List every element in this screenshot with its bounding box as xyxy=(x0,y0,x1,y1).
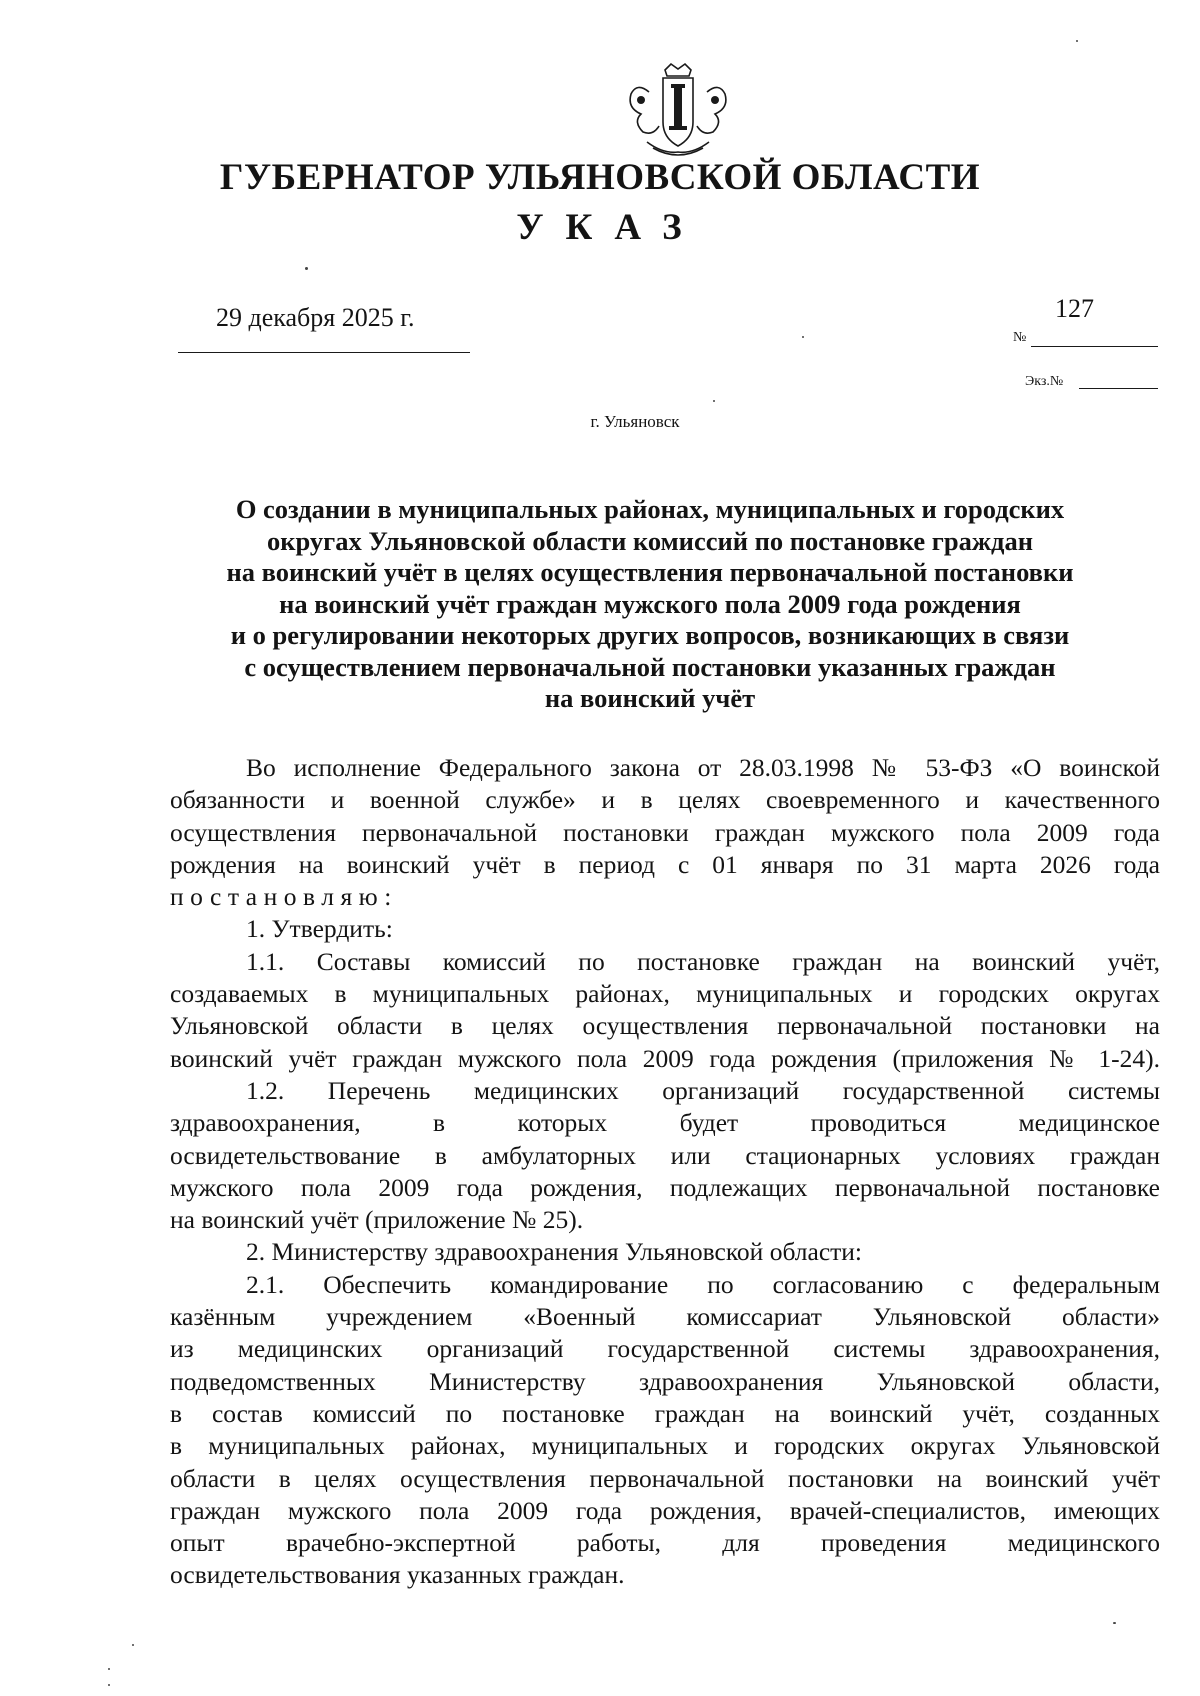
copy-number-label: Экз.№ xyxy=(1025,374,1064,389)
body-line: в муниципальных районах, муниципальных и городских округах Ульяновской xyxy=(170,1431,1160,1461)
body-line: Во исполнение Федерального закона от 28.03.1998 № 53-ФЗ «О воинской xyxy=(246,753,1160,782)
title-line: с осуществлением первоначальной постановки указанных граждан xyxy=(244,651,1056,682)
body-line: рождения на воинский учёт в период с 01 января по 31 марта 2026 года xyxy=(170,849,1160,879)
date-field xyxy=(178,300,470,353)
title-line: на воинский учёт xyxy=(544,683,756,713)
scan-speck xyxy=(713,400,715,402)
body-line: 1.2. Перечень медицинских организаций государственной системы xyxy=(246,1075,1160,1105)
title-line: на воинский учёт в целях осуществления первоначальной постановки xyxy=(226,557,1074,587)
body-line: освидетельствование в амбулаторных или стационарных условиях граждан xyxy=(170,1140,1160,1170)
decree-body xyxy=(170,752,1160,1592)
body-line: области в целях осуществления первоначальной постановки на воинский учёт xyxy=(170,1463,1160,1493)
scan-speck xyxy=(305,267,308,270)
body-line: на воинский учёт (приложение № 25). xyxy=(170,1205,584,1235)
scan-speck xyxy=(108,1684,110,1686)
body-line: освидетельствования указанных граждан. xyxy=(170,1560,625,1590)
title-line: округах Ульяновской области комиссий по постановке граждан xyxy=(267,525,1033,556)
number-label: № xyxy=(1013,330,1027,345)
scan-speck xyxy=(1076,40,1078,42)
body-line: обязанности и военной службе» и в целях своевременного и качественного xyxy=(170,785,1160,815)
number-underline xyxy=(1031,346,1158,347)
issuer-heading: ГУБЕРНАТОР УЛЬЯНОВСКОЙ ОБЛАСТИ xyxy=(219,157,981,198)
scan-speck xyxy=(1113,1622,1116,1624)
body-line: 2. Министерству здравоохранения Ульяновской области: xyxy=(246,1237,863,1267)
copy-number-field xyxy=(1025,374,1158,392)
title-line: и о регулировании некоторых других вопросов, возникающих в связи xyxy=(230,620,1070,650)
body-line: в состав комиссий по постановке граждан на воинский учёт, созданных xyxy=(170,1398,1160,1428)
scan-speck xyxy=(802,336,804,338)
title-line: О создании в муниципальных районах, муниципальных и городских xyxy=(235,494,1065,524)
scan-speck xyxy=(108,1668,110,1670)
document-type-heading: УКАЗ xyxy=(516,207,704,248)
city: г. Ульяновск xyxy=(590,412,680,431)
body-line: воинский учёт граждан мужского пола 2009 года рождения (приложения № 1-24). xyxy=(170,1043,1160,1073)
body-line: опыт врачебно-экспертной работы, для проведения медицинского xyxy=(170,1528,1160,1558)
body-line: подведомственных Министерству здравоохранения Ульяновской области, xyxy=(170,1366,1160,1396)
body-line: граждан мужского пола 2009 года рождения, врачей-специалистов, имеющих xyxy=(170,1495,1160,1525)
body-line: 2.1. Обеспечить командирование по согласованию с федеральным xyxy=(246,1269,1160,1299)
body-line: 1. Утвердить: xyxy=(246,914,393,944)
body-line: мужского пола 2009 года рождения, подлежащих первоначальной постановке xyxy=(170,1172,1160,1202)
decree-title xyxy=(190,494,1110,715)
body-line: 1.1. Составы комиссий по постановке граждан на воинский учёт, xyxy=(246,946,1160,976)
coat-of-arms-emblem xyxy=(619,62,737,158)
body-line: из медицинских организаций государственной системы здравоохранения, xyxy=(170,1334,1160,1364)
body-line: здравоохранения, в которых будет проводиться медицинское xyxy=(170,1108,1160,1138)
body-line-operative-word: постановляю: xyxy=(170,882,398,912)
copy-number-underline xyxy=(1079,388,1158,389)
body-line: создаваемых в муниципальных районах, муниципальных и городских округах xyxy=(170,979,1160,1009)
body-line: казённым учреждением «Военный комиссариат Ульяновской области» xyxy=(170,1302,1160,1332)
scan-speck xyxy=(132,1644,134,1646)
decree-date: 29 декабря 2025 г. xyxy=(216,303,415,332)
body-line: осуществления первоначальной постановки граждан мужского пола 2009 года xyxy=(170,817,1160,847)
decree-number: 127 xyxy=(1055,294,1094,323)
body-line: Ульяновской области в целях осуществления первоначальной постановки на xyxy=(170,1011,1160,1041)
title-line: на воинский учёт граждан мужского пола 2009 года рождения xyxy=(279,588,1021,619)
